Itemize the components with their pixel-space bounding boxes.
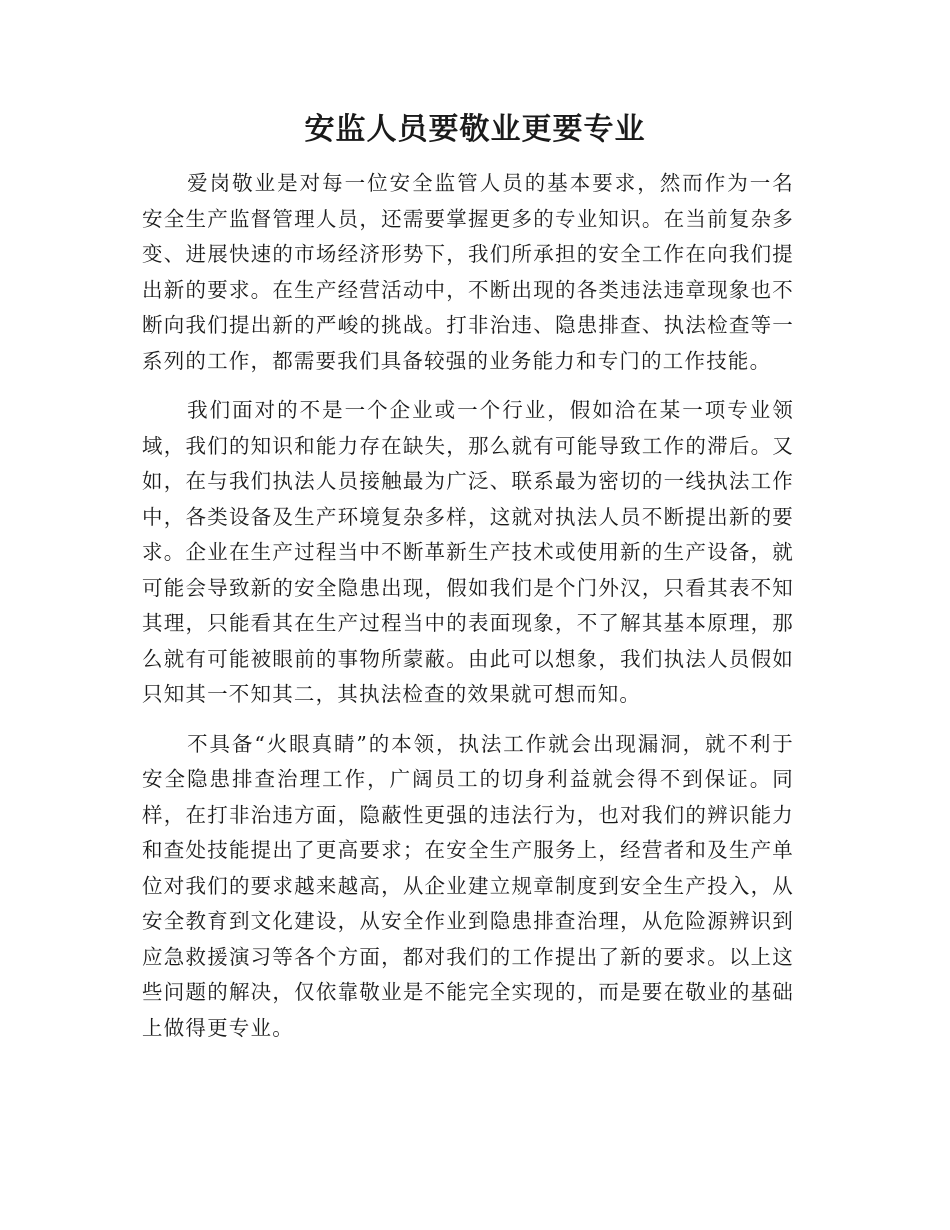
paragraph-2: 我们面对的不是一个企业或一个行业，假如洽在某一项专业领域，我们的知识和能力存在缺失，那么就有可能导致工作的滞后。又如，在与我们执法人员接触最为广泛、联系最为密切的一线执法工作中，各类设备及生产环境复杂多样，这就对执法人员不断提出新的要求。企业在生产过程当中不断革新生产技术或使用新的生产设备，就可能会导致新的安全隐患出现，假如我们是个门外汉，只看其表不知其理，只能看其在生产过程当中的表面现象，不了解其基本原理，那么就有可能被眼前的事物所蒙蔽。由此可以想象，我们执法人员假如只知其一不知其二，其执法检查的效果就可想而知。 [142,398,794,706]
paragraph-3: 不具备“火眼真睛”的本领，执法工作就会出现漏洞，就不利于安全隐患排查治理工作，广阔员工的切身利益就会得不到保证。同样，在打非治违方面，隐蔽性更强的违法行为，也对我们的辨识能力和查处技能提出了更高要求；在安全生产服务上，经营者和及生产单位对我们的要求越来越高，从企业建立规章制度到安全生产投入，从安全教育到文化建设，从安全作业到隐患排查治理，从危险源辨识到应急救援演习等各个方面，都对我们的工作提出了新的要求。以上这些问题的解决，仅依靠敬业是不能完全实现的，而是要在敬业的基础上做得更专业。 [142,731,794,1040]
document-title: 安监人员要敬业更要专业 [304,112,646,147]
document-body [142,166,794,1060]
paragraph-1: 爱岗敬业是对每一位安全监管人员的基本要求，然而作为一名安全生产监督管理人员，还需要掌握更多的专业知识。在当前复杂多变、进展快速的市场经济形势下，我们所承担的安全工作在向我们提出新的要求。在生产经营活动中，不断出现的各类违法违章现象也不断向我们提出新的严峻的挑战。打非治违、隐患排查、执法检查等一系列的工作，都需要我们具备较强的业务能力和专门的工作技能。 [142,171,794,373]
